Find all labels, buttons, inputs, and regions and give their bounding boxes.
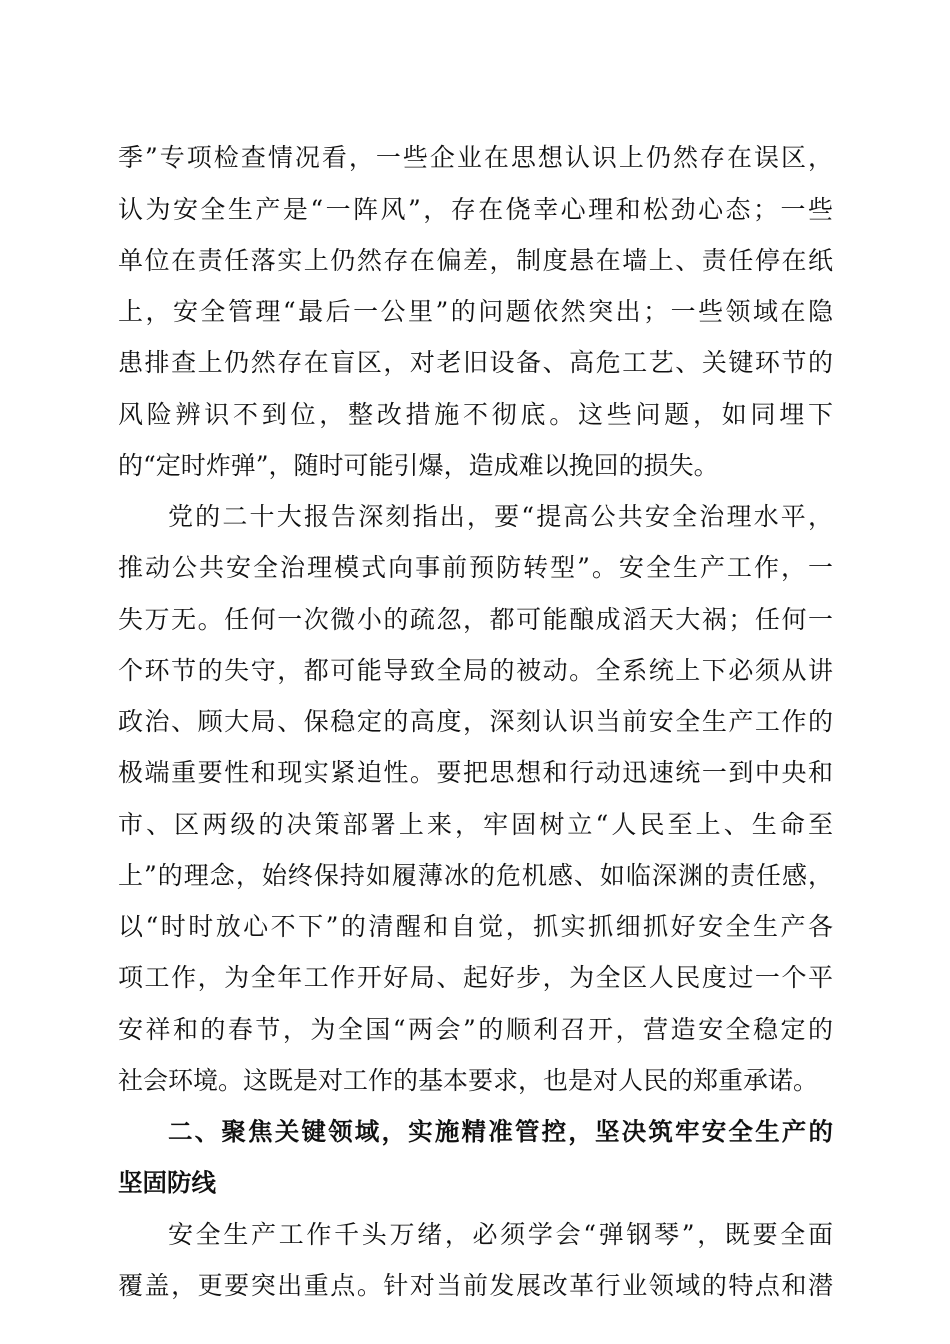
- paragraph-line: 的“定时炸弹”，随时可能引爆，造成难以挽回的损失。: [118, 451, 719, 480]
- paragraph-line: 政治、顾大局、保稳定的高度，深刻认识当前安全生产工作的: [118, 707, 833, 736]
- paragraph-line: 以“时时放心不下”的清醒和自觉，抓实抓细抓好安全生产各: [118, 912, 833, 941]
- paragraph-line: 单位在责任落实上仍然存在偏差，制度悬在墙上、责任停在纸: [118, 246, 833, 275]
- section-heading: 二、聚焦关键领域，实施精准管控，坚决筑牢安全生产的: [168, 1117, 833, 1146]
- paragraph-line: 极端重要性和现实紧迫性。要把思想和行动迅速统一到中央和: [118, 758, 833, 787]
- paragraph-line: 市、区两级的决策部署上来，牢固树立“人民至上、生命至: [118, 810, 833, 839]
- paragraph-line: 个环节的失守，都可能导致全局的被动。全系统上下必须从讲: [118, 656, 833, 685]
- paragraph-line: 失万无。任何一次微小的疏忽，都可能酿成滔天大祸；任何一: [118, 605, 833, 634]
- paragraph-line: 安祥和的春节，为全国“两会”的顺利召开，营造安全稳定的: [118, 1015, 833, 1044]
- paragraph-line: 党的二十大报告深刻指出，要“提高公共安全治理水平，: [168, 502, 833, 531]
- section-heading: 坚固防线: [118, 1168, 216, 1197]
- paragraph-line: 安全生产工作千头万绪，必须学会“弹钢琴”，既要全面: [168, 1220, 833, 1249]
- paragraph-line: 社会环境。这既是对工作的基本要求，也是对人民的郑重承诺。: [118, 1066, 819, 1095]
- paragraph-line: 季”专项检查情况看，一些企业在思想认识上仍然存在误区，: [118, 143, 833, 172]
- paragraph-line: 项工作，为全年工作开好局、起好步，为全区人民度过一个平: [118, 963, 833, 992]
- paragraph-line: 患排查上仍然存在盲区，对老旧设备、高危工艺、关键环节的: [118, 348, 833, 377]
- paragraph-line: 覆盖，更要突出重点。针对当前发展改革行业领域的特点和潜: [118, 1271, 833, 1300]
- paragraph-line: 推动公共安全治理模式向事前预防转型”。安全生产工作，一: [118, 553, 833, 582]
- paragraph-line: 风险辨识不到位，整改措施不彻底。这些问题，如同埋下: [118, 400, 833, 429]
- paragraph-line: 上”的理念，始终保持如履薄冰的危机感、如临深渊的责任感，: [118, 861, 833, 890]
- paragraph-line: 认为安全生产是“一阵风”，存在侥幸心理和松劲心态；一些: [118, 195, 833, 224]
- paragraph-line: 上，安全管理“最后一公里”的问题依然突出；一些领域在隐: [118, 297, 833, 326]
